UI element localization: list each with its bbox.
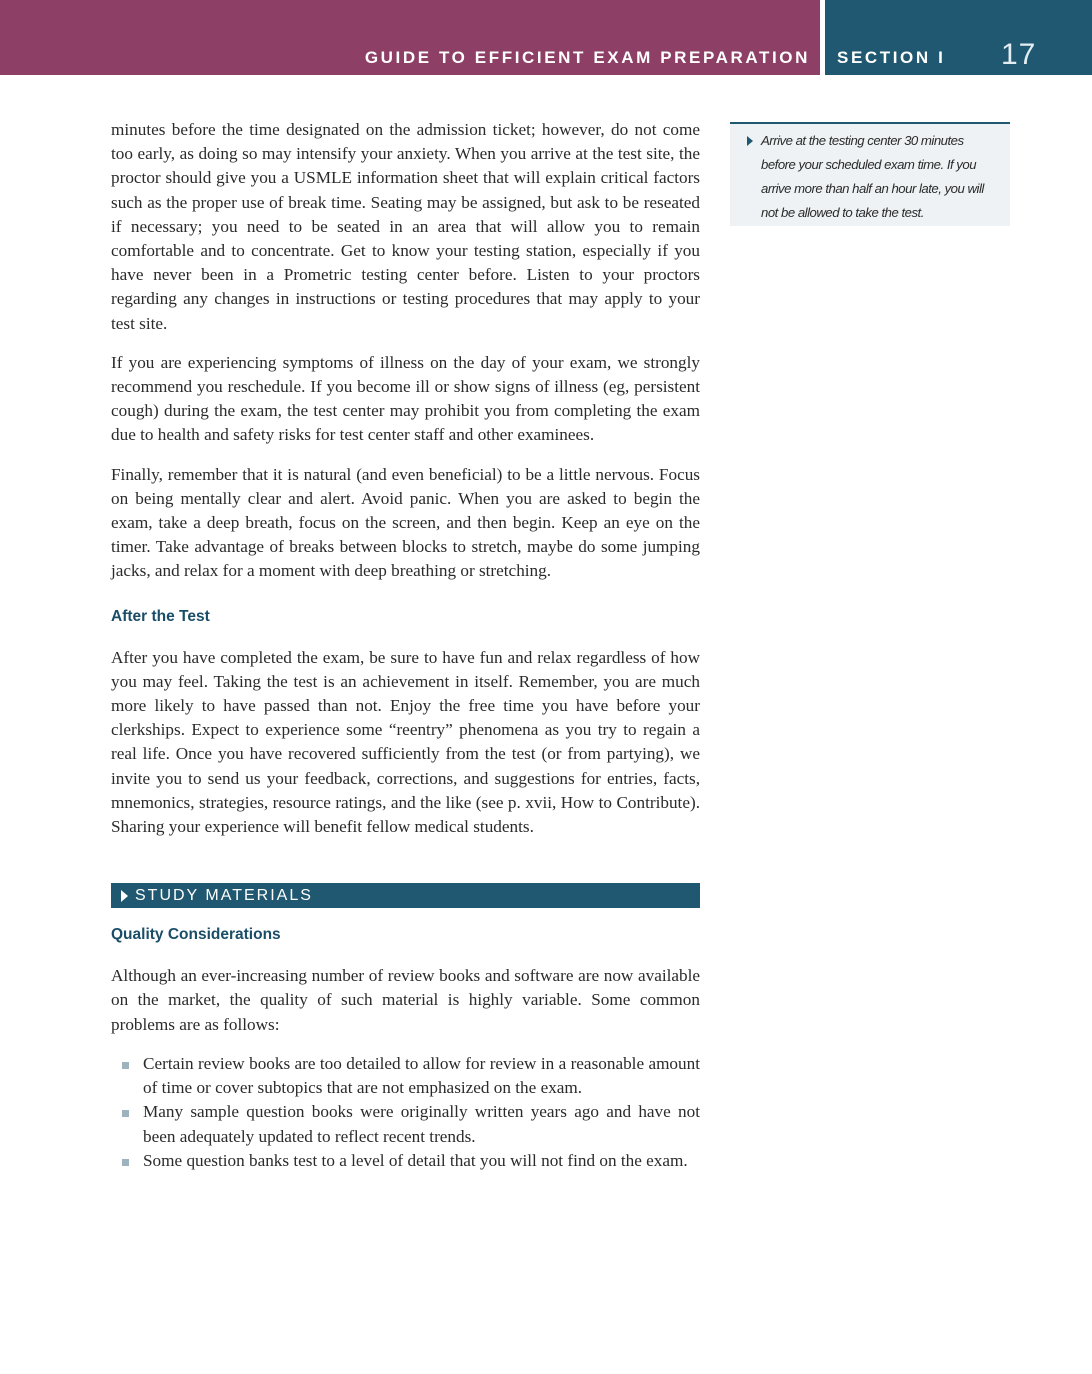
page-number: 17 <box>1001 38 1037 71</box>
list-item-text: Some question banks test to a level of detail that you will not find on the exam. <box>143 1150 688 1170</box>
bullet-list <box>111 1052 700 1173</box>
body-paragraph: If you are experiencing symptoms of illness on the day of your exam, we strongly recommend you reschedule. If you become ill or show signs of illness (eg, persistent cough) during the exam, the test center may prohibit you from completing the exam due to health and safety risks for test center staff and other examinees. <box>111 352 700 445</box>
sidebar-note <box>730 122 1010 226</box>
section-bar-study-materials <box>111 883 700 908</box>
section-bar-label: STUDY MATERIALS <box>135 887 313 905</box>
body-paragraph: minutes before the time designated on the admission ticket; however, do not come too early, as doing so may intensify your anxiety. When you arrive at the test site, the proctor should give you a USMLE information sheet that will explain critical factors such as the proper use of break time. Seating may be assigned, but ask to be reseated if necessary; you need to be seated in an area that will allow you to remain comfortable and to concentrate. Get to know your testing station, especially if you have never been in a Prometric testing center before. Listen to your proctors regarding any changes in instructions or testing procedures that may apply to your test site. <box>111 120 700 333</box>
sidebar-note-text: Arrive at the testing center 30 minutes before your scheduled exam time. If you arrive more than half an hour late, you will not be allowed to take the test. <box>761 133 984 220</box>
heading-quality-considerations: Quality Considerations <box>111 926 281 944</box>
caret-right-icon <box>121 890 128 902</box>
list-item <box>111 1100 700 1148</box>
square-bullet-icon <box>122 1062 129 1069</box>
list-item <box>111 1052 700 1100</box>
body-paragraph: Although an ever-increasing number of review books and software are now available on the market, the quality of such material is highly variable. Some common problems are as follows: <box>111 966 700 1034</box>
square-bullet-icon <box>122 1159 129 1166</box>
body-paragraph: After you have completed the exam, be sure to have fun and relax regardless of how you may feel. Taking the test is an achievement in itself. Remember, you are much more likely to have passed than not. Enjoy the free time you have before your clerkships. Expect to experience some “reentry” phenomena as you try to regain a real life. Once you have recovered sufficiently from the test (or from partying), we invite you to send us your feedback, corrections, and suggestions for entries, facts, mnemonics, strategies, resource ratings, and the like (see p. xvii, How to Contribute). Sharing your experience will benefit fellow medical students. <box>111 647 700 837</box>
heading-after-the-test: After the Test <box>111 607 210 625</box>
body-paragraph: Finally, remember that it is natural (and even beneficial) to be a little nervous. Focus on being mentally clear and alert. Avoid panic. When you are asked to begin the exam, take a deep breath, focus on the screen, and then begin. Keep an eye on the timer. Take advantage of breaks between blocks to stretch, maybe do some jumping jacks, and relax for a moment with deep breathing or stretching. <box>111 464 700 581</box>
main-column <box>111 118 700 1173</box>
list-item-text: Many sample question books were originally written years ago and have not been adequately updated to reflect recent trends. <box>143 1102 700 1146</box>
list-item-text: Certain review books are too detailed to allow for review in a reasonable amount of time or cover subtopics that are not emphasized on the exam. <box>143 1053 700 1098</box>
square-bullet-icon <box>122 1110 129 1117</box>
caret-right-icon <box>747 136 753 146</box>
section-label: SECTION I <box>837 48 946 67</box>
list-item <box>111 1149 700 1173</box>
running-title: GUIDE TO EFFICIENT EXAM PREPARATION <box>364 48 810 67</box>
